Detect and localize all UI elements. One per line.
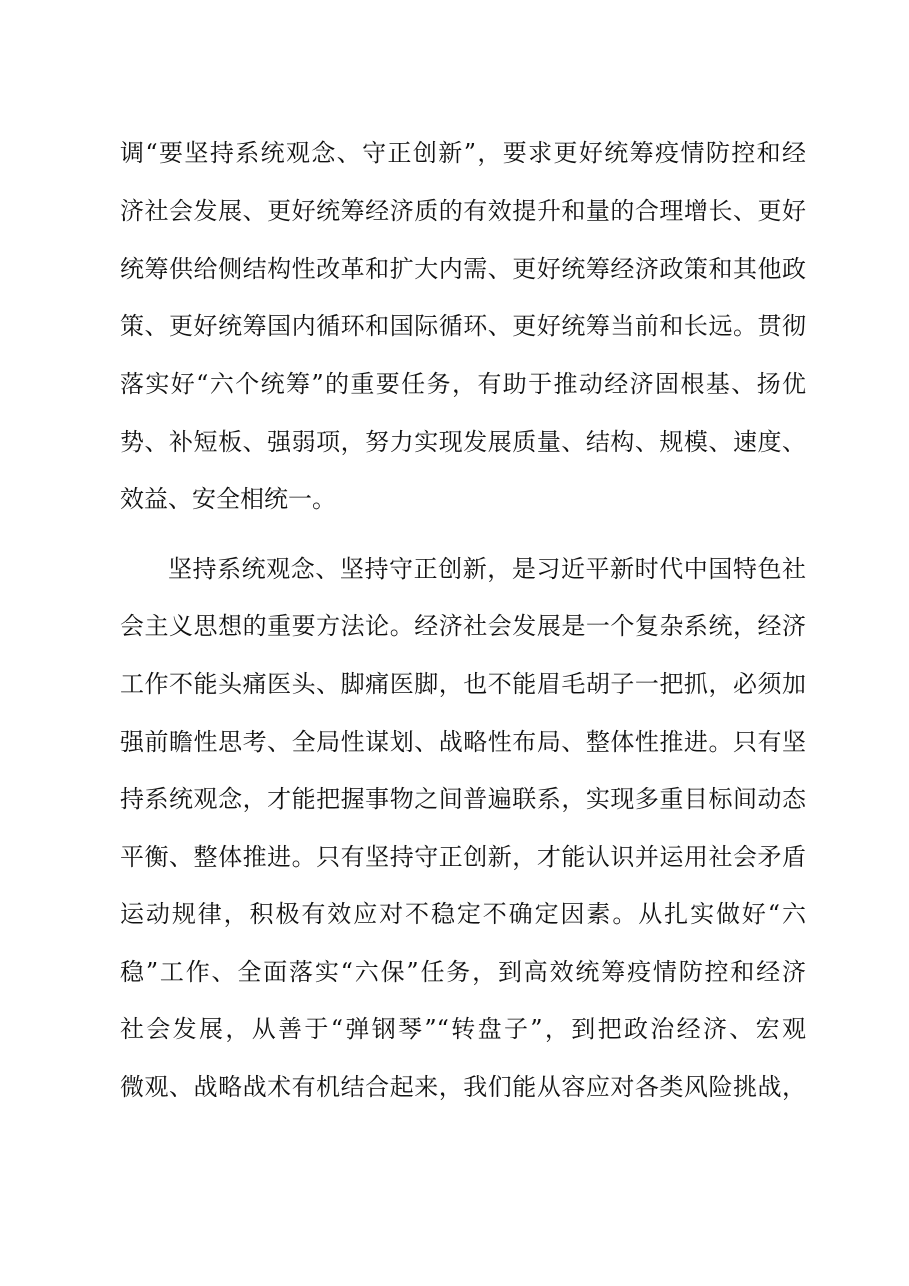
text-line: 平衡、整体推进。只有坚持守正创新，才能认识并运用社会矛盾: [120, 843, 806, 871]
text-line: 会主义思想的重要方法论。经济社会发展是一个复杂系统，经济: [120, 612, 806, 640]
text-line: 工作不能头痛医头、脚痛医脚，也不能眉毛胡子一把抓，必须加: [120, 670, 806, 698]
text-line: 稳”工作、全面落实“六保”任务，到高效统筹疫情防控和经济: [120, 958, 806, 986]
text-line: 持系统观念，才能把握事物之间普遍联系，实现多重目标间动态: [120, 785, 806, 813]
text-line: 坚持系统观念、坚持守正创新，是习近平新时代中国特色社: [168, 555, 806, 583]
text-line: 济社会发展、更好统筹经济质的有效提升和量的合理增长、更好: [120, 197, 806, 225]
text-line: 微观、战略战术有机结合起来，我们能从容应对各类风险挑战，: [120, 1073, 806, 1101]
text-line: 效益、安全相统一。: [120, 485, 336, 513]
text-line: 社会发展，从善于“弹钢琴”“转盘子”，到把政治经济、宏观: [120, 1015, 806, 1043]
text-line: 势、补短板、强弱项，努力实现发展质量、结构、规模、速度、: [120, 428, 806, 456]
text-line: 运动规律，积极有效应对不稳定不确定因素。从扎实做好“六: [120, 900, 806, 928]
text-line: 调“要坚持系统观念、守正创新”，要求更好统筹疫情防控和经: [120, 139, 806, 167]
text-line: 策、更好统筹国内循环和国际循环、更好统筹当前和长远。贯彻: [120, 312, 806, 340]
text-line: 落实好“六个统筹”的重要任务，有助于推动经济固根基、扬优: [120, 370, 806, 398]
text-line: 强前瞻性思考、全局性谋划、战略性布局、整体性推进。只有坚: [120, 728, 806, 756]
text-line: 统筹供给侧结构性改革和扩大内需、更好统筹经济政策和其他政: [120, 255, 806, 283]
